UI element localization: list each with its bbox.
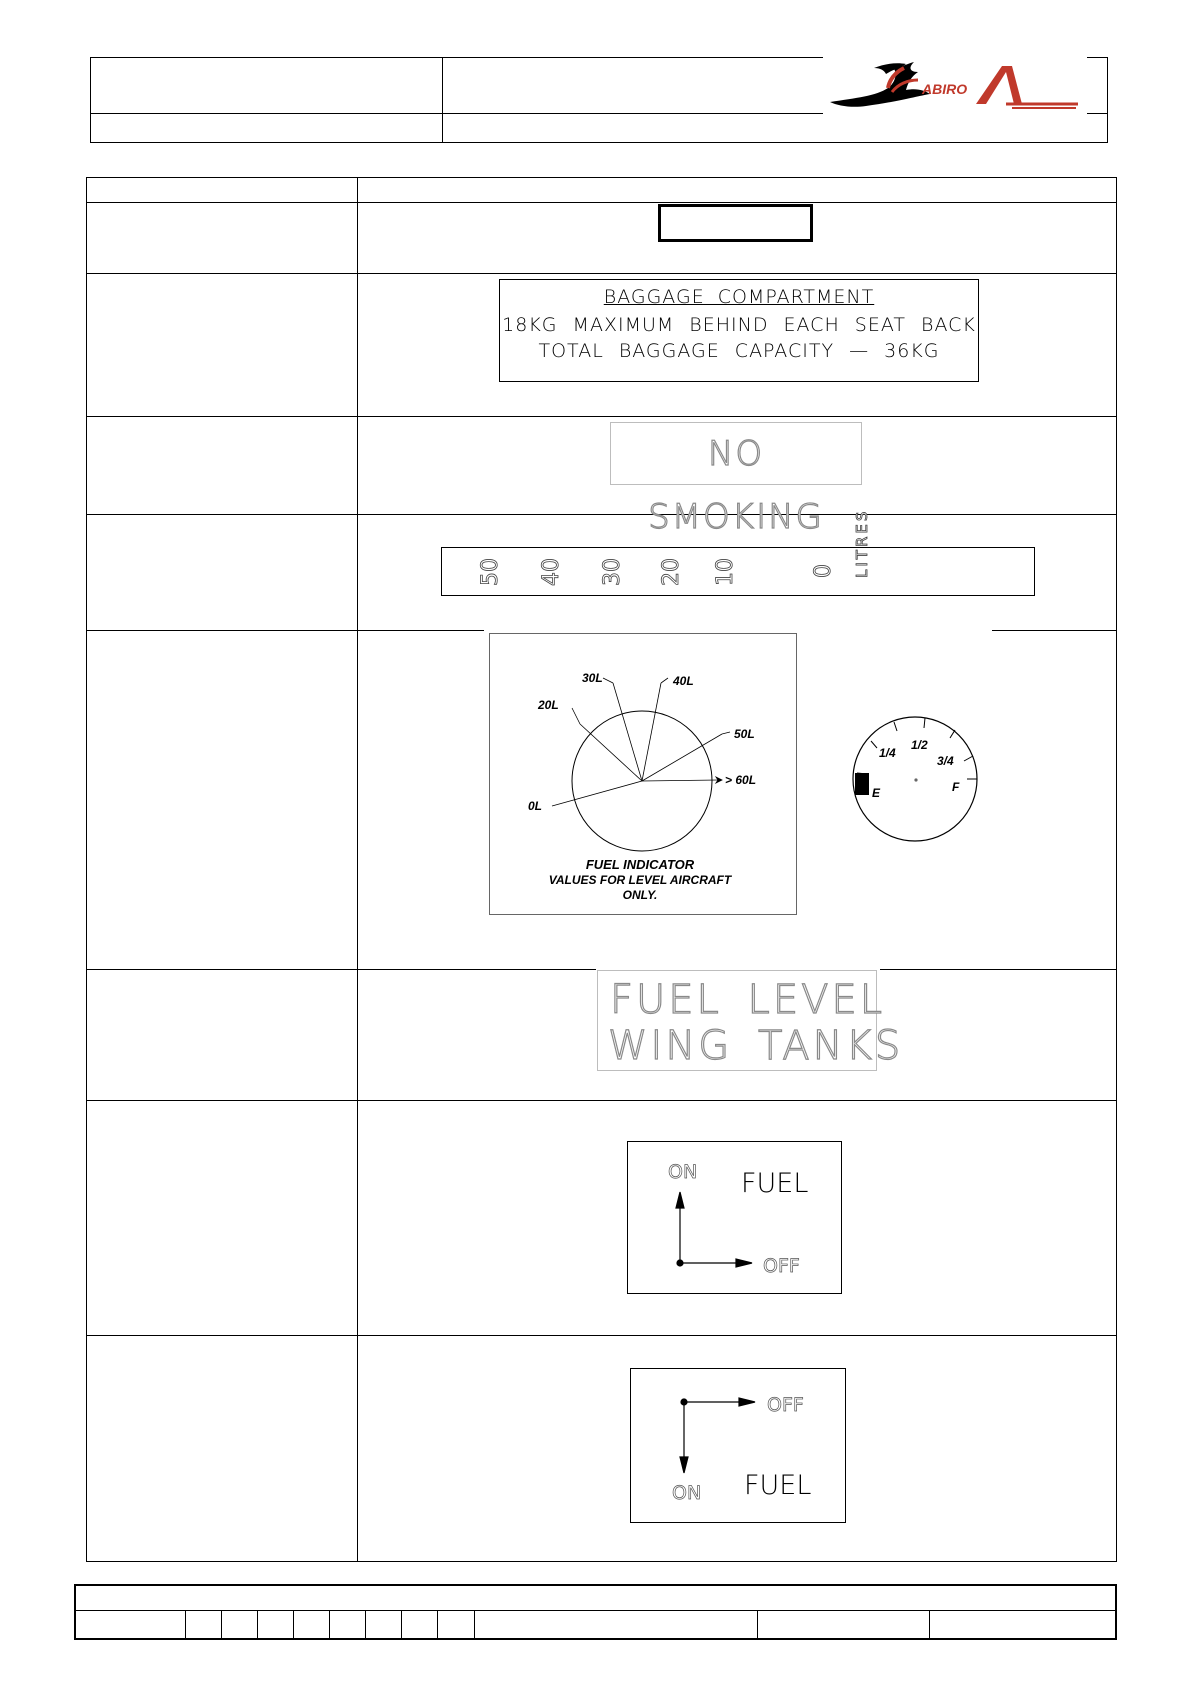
indicator-label-60l: > 60L bbox=[725, 773, 757, 787]
scale-tick-0: 0 bbox=[811, 564, 836, 578]
fuel-valve-placard-1 bbox=[627, 1141, 842, 1294]
indicator-label-50l: 50L bbox=[734, 727, 755, 741]
indicator-label-40l: 40L bbox=[673, 674, 694, 688]
baggage-line2: TOTAL BAGGAGE CAPACITY — 36KG bbox=[538, 340, 940, 362]
scale-unit-litres: LITRES bbox=[853, 508, 871, 578]
indicator-caption-3: ONLY. bbox=[622, 888, 658, 902]
logo-text: ABIRO bbox=[922, 81, 968, 97]
scale-tick-50: 50 bbox=[478, 558, 503, 586]
indicator-caption-1: FUEL INDICATOR bbox=[585, 857, 695, 872]
scale-tick-20: 20 bbox=[659, 558, 684, 586]
gauge-label-quarter: 1/4 bbox=[879, 746, 896, 760]
fuel-scale-placard bbox=[441, 508, 1035, 596]
no-smoking-placard bbox=[610, 422, 862, 537]
valve1-on-label: ON bbox=[668, 1161, 698, 1183]
indicator-label-0l: 0L bbox=[528, 799, 543, 813]
scale-tick-10: 10 bbox=[713, 558, 738, 586]
blank-placard bbox=[658, 204, 813, 242]
indicator-label-20l: 20L bbox=[538, 698, 559, 712]
fuel-level-line1: FUEL LEVEL bbox=[610, 977, 886, 1023]
fuel-gauge-dial bbox=[849, 713, 981, 845]
valve2-on-label: ON bbox=[672, 1482, 702, 1504]
gauge-label-empty: E bbox=[872, 786, 881, 800]
indicator-caption-2: VALUES FOR LEVEL AIRCRAFT bbox=[548, 873, 732, 887]
valve1-off-label: OFF bbox=[763, 1255, 800, 1277]
valve2-fuel-label: FUEL bbox=[744, 1470, 812, 1501]
document-footer bbox=[74, 1584, 1117, 1640]
company-logo bbox=[826, 58, 1086, 116]
fuel-indicator-placard bbox=[489, 633, 797, 915]
no-smoking-text: NO SMOKING bbox=[648, 434, 824, 537]
gauge-label-half: 1/2 bbox=[911, 738, 928, 752]
valve1-fuel-label: FUEL bbox=[741, 1168, 809, 1199]
scale-tick-30: 30 bbox=[600, 558, 625, 586]
gauge-label-full: F bbox=[952, 780, 960, 794]
scale-tick-40: 40 bbox=[539, 558, 564, 586]
fuel-valve-placard-2 bbox=[630, 1368, 846, 1523]
indicator-label-30l: 30L bbox=[582, 671, 603, 685]
baggage-title: BAGGAGE COMPARTMENT bbox=[603, 286, 875, 308]
gauge-label-three-quarter: 3/4 bbox=[937, 754, 954, 768]
valve2-off-label: OFF bbox=[767, 1394, 804, 1416]
baggage-line1: 18KG MAXIMUM BEHIND EACH SEAT BACK bbox=[502, 314, 976, 336]
fuel-level-line2: WING TANKS bbox=[608, 1023, 904, 1069]
fuel-level-placard bbox=[597, 970, 904, 1071]
baggage-placard bbox=[499, 279, 979, 382]
